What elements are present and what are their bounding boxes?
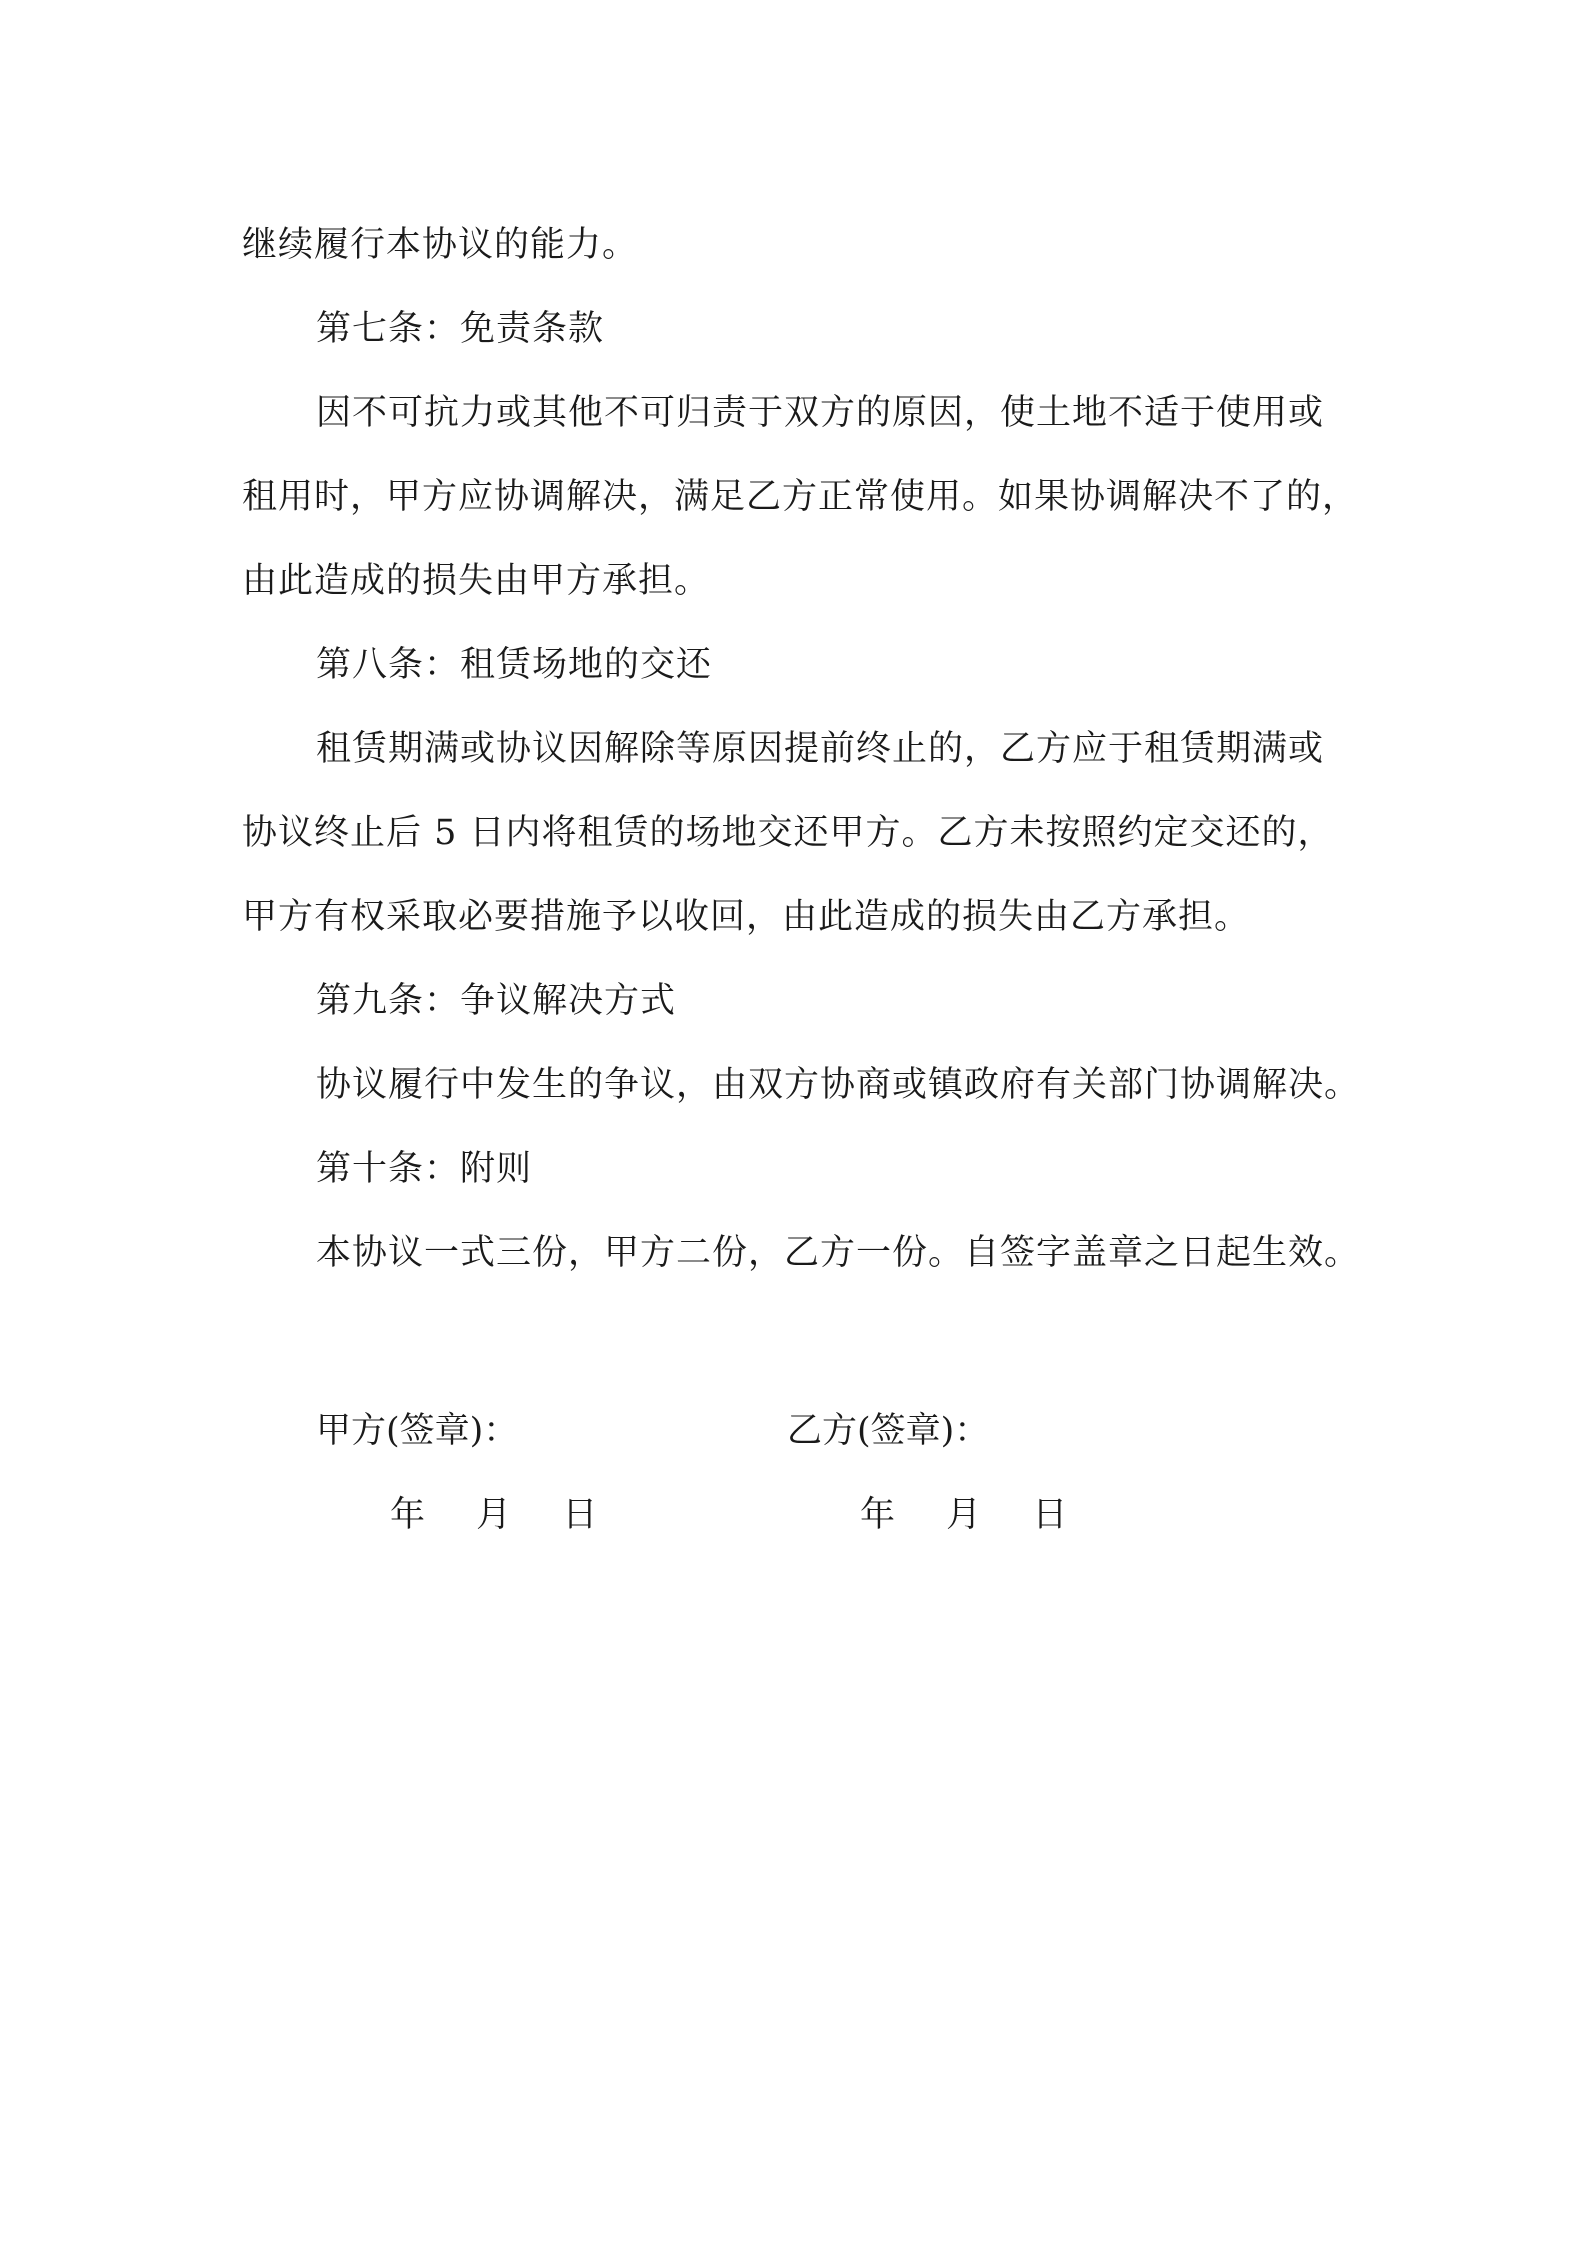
paragraph-line: 租赁期满或协议因解除等原因提前终止的，乙方应于租赁期满或 [316, 729, 1325, 769]
section-heading-9: 第九条：争议解决方式 [316, 981, 677, 1021]
date-row [242, 1473, 1372, 1557]
date-day-label: 日 [1032, 1495, 1068, 1535]
section-heading-10: 第十条：附则 [316, 1149, 533, 1189]
party-a-signature-label: 甲方(签章)： [316, 1411, 519, 1451]
date-month-label: 月 [476, 1495, 512, 1535]
date-year-label: 年 [390, 1495, 426, 1535]
paragraph-line: 继续履行本协议的能力。 [242, 225, 639, 265]
date-month-label: 月 [946, 1495, 982, 1535]
party-b-date [860, 1473, 1107, 1557]
paragraph-line: 由此造成的损失由甲方承担。 [242, 561, 711, 601]
date-day-label: 日 [562, 1495, 598, 1535]
paragraph-line: 因不可抗力或其他不可归责于双方的原因，使土地不适于使用或 [316, 393, 1325, 433]
document-body [242, 203, 1372, 1557]
party-b-signature-label: 乙方(签章)： [787, 1411, 990, 1451]
signature-row [242, 1389, 1372, 1473]
paragraph-line: 租用时，甲方应协调解决，满足乙方正常使用。如果协调解决不了的， [242, 477, 1359, 517]
paragraph-line: 协议终止后 5 日内将租赁的场地交还甲方。乙方未按照约定交还的， [242, 813, 1334, 853]
section-heading-8: 第八条：租赁场地的交还 [316, 645, 713, 685]
paragraph-line: 协议履行中发生的争议，由双方协商或镇政府有关部门协调解决。 [316, 1065, 1361, 1105]
paragraph-line: 本协议一式三份，甲方二份，乙方一份。自签字盖章之日起生效。 [316, 1233, 1361, 1273]
paragraph-line: 甲方有权采取必要措施予以收回，由此造成的损失由乙方承担。 [242, 897, 1251, 937]
spacer [242, 1295, 1372, 1389]
section-heading-7: 第七条：免责条款 [316, 309, 605, 349]
party-a-date [390, 1473, 637, 1557]
date-year-label: 年 [860, 1495, 896, 1535]
